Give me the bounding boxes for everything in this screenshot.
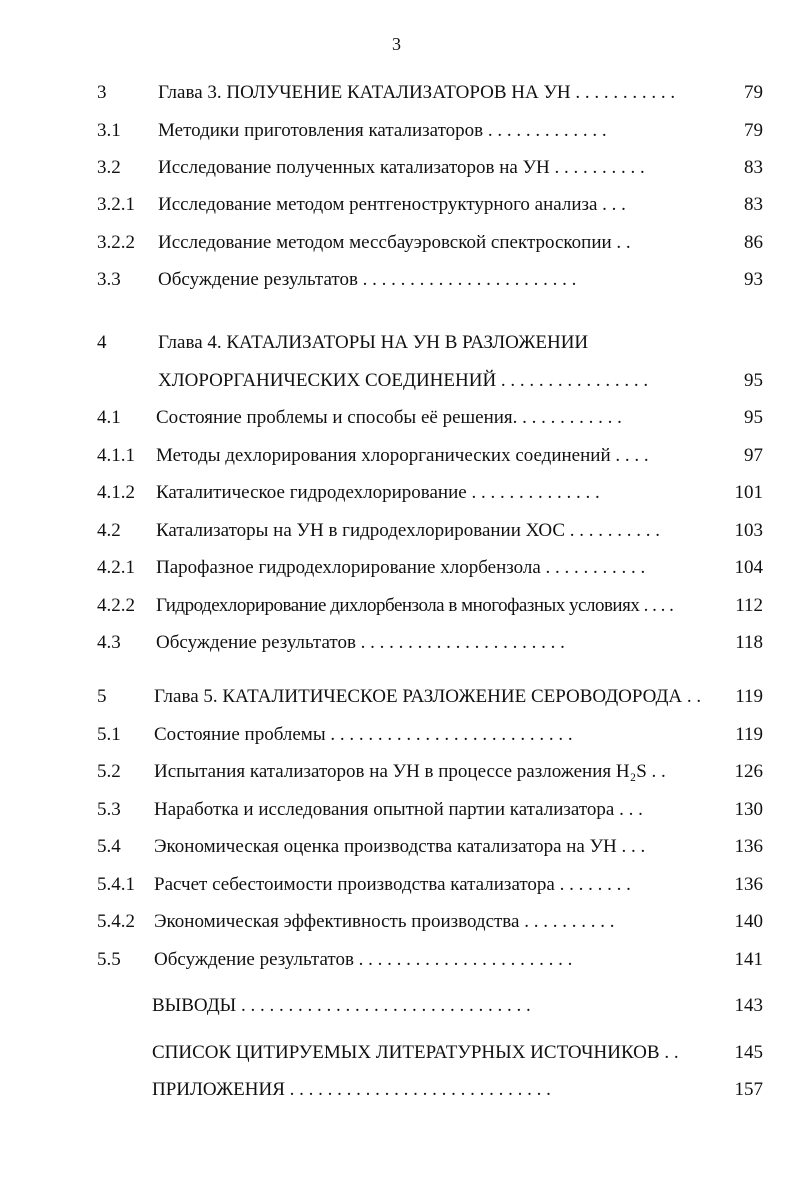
toc-entry-continuation[interactable] bbox=[0, 366, 793, 396]
toc-entry-number: 4 bbox=[97, 332, 107, 353]
toc-entry[interactable] bbox=[0, 591, 793, 621]
toc-entry[interactable] bbox=[0, 720, 793, 750]
toc-entry-title: Парофазное гидродехлорирование хлорбензола . . . . . . . . . . . bbox=[156, 557, 646, 578]
toc-entry[interactable] bbox=[0, 116, 793, 146]
toc-entry-page: 118 bbox=[735, 632, 763, 653]
toc-entry-number: 5.4 bbox=[97, 836, 121, 857]
toc-entry-page: 83 bbox=[744, 194, 763, 215]
toc-entry[interactable] bbox=[0, 795, 793, 825]
toc-entry-number: 5.3 bbox=[97, 799, 121, 820]
toc-entry-page: 86 bbox=[744, 232, 763, 253]
toc-entry-page: 136 bbox=[734, 836, 763, 857]
toc-entry-page: 93 bbox=[744, 269, 763, 290]
toc-entry-title: Исследование полученных катализаторов на УН . . . . . . . . . . bbox=[158, 157, 645, 178]
toc-entry-number: 4.3 bbox=[97, 632, 121, 653]
toc-entry[interactable] bbox=[0, 190, 793, 220]
toc-entry-number: 4.2.1 bbox=[97, 557, 135, 578]
toc-entry[interactable] bbox=[0, 403, 793, 433]
toc-entry-title: Экономическая эффективность производства . . . . . . . . . . bbox=[154, 911, 615, 932]
toc-entry-number: 3.2.2 bbox=[97, 232, 135, 253]
toc-entry[interactable] bbox=[0, 228, 793, 258]
toc-entry-number: 3.2 bbox=[97, 157, 121, 178]
toc-entry[interactable] bbox=[0, 757, 793, 787]
toc-entry-page: 95 bbox=[744, 407, 763, 428]
toc-entry[interactable] bbox=[0, 328, 793, 358]
toc-entry[interactable] bbox=[0, 78, 793, 108]
page-number: 3 bbox=[392, 34, 401, 54]
toc-entry-title: Глава 4. КАТАЛИЗАТОРЫ НА УН В РАЗЛОЖЕНИИ bbox=[158, 332, 589, 353]
toc-entry-number: 5.1 bbox=[97, 724, 121, 745]
toc-entry-title-continuation: ХЛОРОРГАНИЧЕСКИХ СОЕДИНЕНИЙ . . . . . . . . . . . . . . . . bbox=[158, 370, 649, 391]
toc-entry-title: СПИСОК ЦИТИРУЕМЫХ ЛИТЕРАТУРНЫХ ИСТОЧНИКОВ . . bbox=[152, 1042, 679, 1063]
toc-entry-page: 143 bbox=[734, 995, 763, 1016]
toc-entry-page: 79 bbox=[744, 120, 763, 141]
toc-entry-title: Состояние проблемы . . . . . . . . . . . . . . . . . . . . . . . . . . bbox=[154, 724, 573, 745]
toc-entry-title: Наработка и исследования опытной партии катализатора . . . bbox=[154, 799, 643, 820]
toc-entry-number: 5.4.1 bbox=[97, 874, 135, 895]
toc-entry-page: 145 bbox=[734, 1042, 763, 1063]
toc-entry-title: Каталитическое гидродехлорирование . . . . . . . . . . . . . . bbox=[156, 482, 600, 503]
toc-entry-page: 140 bbox=[734, 911, 763, 932]
toc-entry[interactable] bbox=[0, 907, 793, 937]
toc-entry-page: 119 bbox=[735, 724, 763, 745]
toc-entry-page: 79 bbox=[744, 82, 763, 103]
toc-entry[interactable] bbox=[0, 516, 793, 546]
toc-entry-title: Обсуждение результатов . . . . . . . . . . . . . . . . . . . . . . bbox=[156, 632, 565, 653]
toc-entry-number: 3.2.1 bbox=[97, 194, 135, 215]
toc-entry-number: 5.5 bbox=[97, 949, 121, 970]
toc-entry-number: 5.4.2 bbox=[97, 911, 135, 932]
toc-entry-page: 126 bbox=[734, 761, 763, 782]
toc-entry-page: 119 bbox=[735, 686, 763, 707]
toc-entry[interactable] bbox=[0, 265, 793, 295]
toc-entry-title: Экономическая оценка производства катализатора на УН . . . bbox=[154, 836, 646, 857]
toc-entry[interactable] bbox=[0, 832, 793, 862]
toc-entry[interactable] bbox=[0, 870, 793, 900]
toc-entry-number: 5.2 bbox=[97, 761, 121, 782]
toc-entry-title: Исследование методом рентгеноструктурного анализа . . . bbox=[158, 194, 626, 215]
toc-entry-title: Методы дехлорирования хлорорганических соединений . . . . bbox=[156, 445, 649, 466]
toc-entry-number: 4.1.1 bbox=[97, 445, 135, 466]
toc-entry-title: Гидродехлорирование дихлорбензола в многофазных условиях . . . . bbox=[156, 595, 674, 616]
toc-entry-number: 3.3 bbox=[97, 269, 121, 290]
toc-entry[interactable] bbox=[0, 441, 793, 471]
toc-entry-number: 3.1 bbox=[97, 120, 121, 141]
toc-entry-page: 104 bbox=[734, 557, 763, 578]
toc-entry-number: 4.2 bbox=[97, 520, 121, 541]
toc-entry-title: Обсуждение результатов . . . . . . . . . . . . . . . . . . . . . . . bbox=[154, 949, 573, 970]
toc-entry-page: 97 bbox=[744, 445, 763, 466]
toc-entry[interactable] bbox=[0, 1038, 793, 1068]
toc-entry-title: Катализаторы на УН в гидродехлорировании ХОС . . . . . . . . . . bbox=[156, 520, 661, 541]
toc-entry-page: 103 bbox=[734, 520, 763, 541]
toc-entry-page: 101 bbox=[734, 482, 763, 503]
toc-entry-number: 4.1.2 bbox=[97, 482, 135, 503]
toc-entry-title: Глава 3. ПОЛУЧЕНИЕ КАТАЛИЗАТОРОВ НА УН . . . . . . . . . . . bbox=[158, 82, 676, 103]
toc-entry-page: 141 bbox=[734, 949, 763, 970]
toc-entry-number: 5 bbox=[97, 686, 107, 707]
toc-entry-page: 157 bbox=[734, 1079, 763, 1100]
toc-entry-title: ВЫВОДЫ . . . . . . . . . . . . . . . . . . . . . . . . . . . . . . . bbox=[152, 995, 531, 1016]
toc-entry-title: Методики приготовления катализаторов . . . . . . . . . . . . . bbox=[158, 120, 607, 141]
toc-entry-title: Испытания катализаторов на УН в процессе разложения H₂S . . bbox=[154, 761, 666, 782]
toc-entry-number: 3 bbox=[97, 82, 107, 103]
toc-entry[interactable] bbox=[0, 628, 793, 658]
toc-entry-page: 95 bbox=[744, 370, 763, 391]
toc-entry-title: Расчет себестоимости производства катализатора . . . . . . . . bbox=[154, 874, 631, 895]
toc-entry-number: 4.2.2 bbox=[97, 595, 135, 616]
toc-entry-page: 130 bbox=[734, 799, 763, 820]
toc-entry[interactable] bbox=[0, 991, 793, 1021]
toc-entry-page: 136 bbox=[734, 874, 763, 895]
toc-entry-title: Обсуждение результатов . . . . . . . . . . . . . . . . . . . . . . . bbox=[158, 269, 577, 290]
toc-entry-page: 83 bbox=[744, 157, 763, 178]
toc-entry[interactable] bbox=[0, 945, 793, 975]
toc-entry-title: Состояние проблемы и способы её решения. . . . . . . . . . . . bbox=[156, 407, 622, 428]
toc-entry[interactable] bbox=[0, 153, 793, 183]
toc-entry[interactable] bbox=[0, 478, 793, 508]
toc-entry-page: 112 bbox=[735, 595, 763, 616]
toc-entry[interactable] bbox=[0, 682, 793, 712]
toc-entry[interactable] bbox=[0, 553, 793, 583]
toc-entry-title: ПРИЛОЖЕНИЯ . . . . . . . . . . . . . . . . . . . . . . . . . . . . bbox=[152, 1079, 551, 1100]
toc-entry[interactable] bbox=[0, 1075, 793, 1105]
toc-entry-title: Глава 5. КАТАЛИТИЧЕСКОЕ РАЗЛОЖЕНИЕ СЕРОВОДОРОДА . . bbox=[154, 686, 702, 707]
toc-entry-number: 4.1 bbox=[97, 407, 121, 428]
toc-entry-title: Исследование методом мессбауэровской спектроскопии . . bbox=[158, 232, 631, 253]
